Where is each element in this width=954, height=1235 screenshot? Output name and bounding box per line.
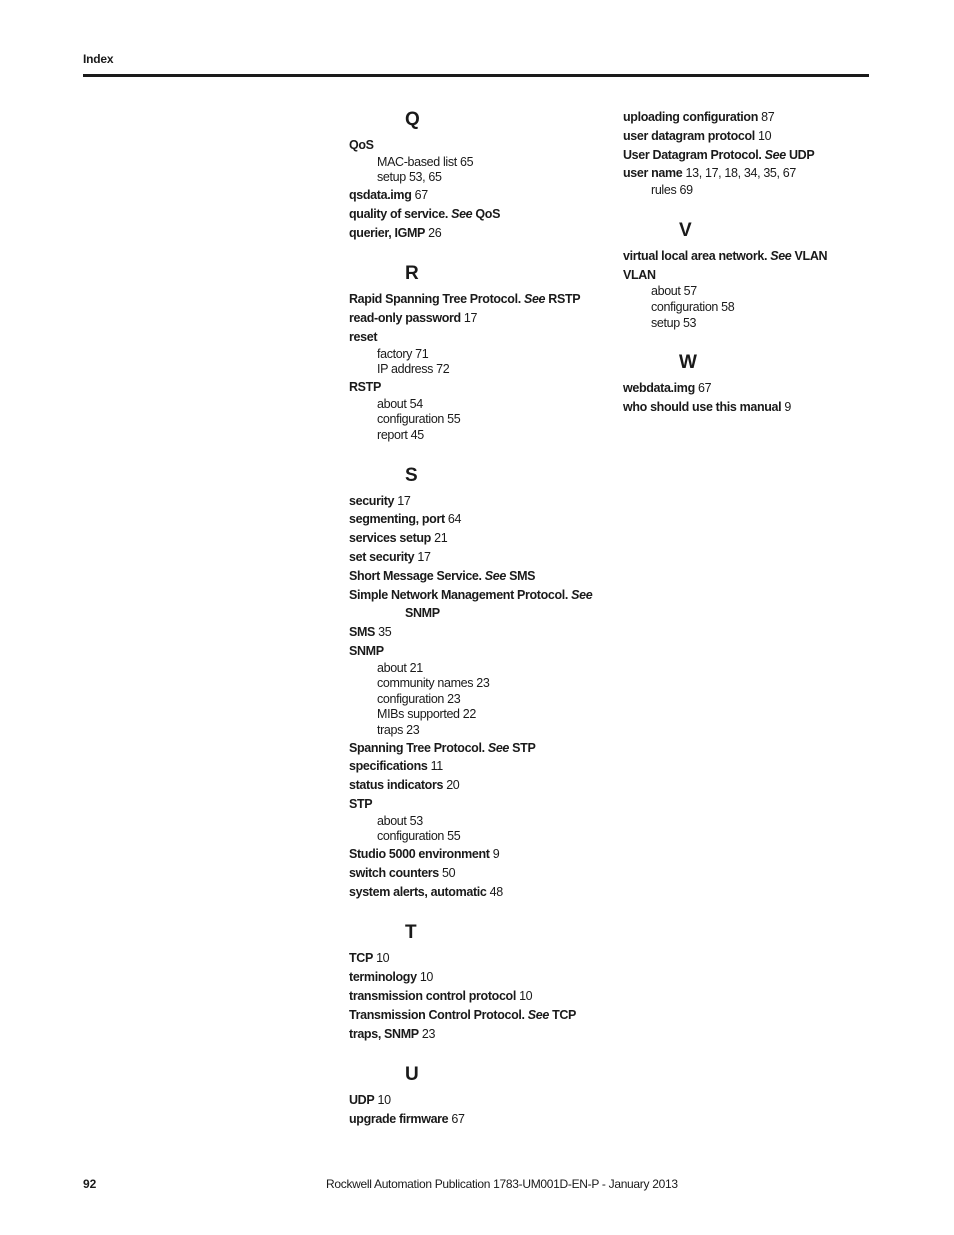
entry-pages: 17 [463,311,478,326]
section-letter: U [405,1064,419,1086]
entry-term: traps, SNMP [349,1026,419,1041]
index-entry [349,290,599,309]
index-entry [349,864,599,883]
entry-term: virtual local area network. [623,248,768,263]
entry-pages: 21 [434,531,448,546]
publication-info: Rockwell Automation Publication 1783-UM001D-EN-P - January 2013 [326,1177,678,1191]
entry-term: switch counters [349,865,439,880]
entry-term: quality of service. [349,206,448,221]
see-label: See [487,740,510,755]
index-entry [349,776,599,795]
index-entry [623,127,873,146]
index-entry [349,492,599,511]
entry-term: VLAN [623,267,656,282]
index-section [349,464,599,902]
entry-term: Studio 5000 environment [349,847,490,862]
index-section [623,108,873,199]
entry-term: webdata.img [623,381,695,396]
entry-pages: 11 [430,759,443,774]
index-entry [623,164,873,183]
see-target: TCP [552,1007,577,1022]
index-entry [349,795,599,814]
subentry: setup 53 [651,315,697,330]
index-entry [349,883,599,902]
subentry: community names 23 [377,676,490,691]
subentry-list [349,397,599,444]
index-entry [349,224,599,243]
entry-pages: 9 [784,399,792,414]
running-header: Index [83,52,114,66]
subentry: configuration 58 [651,299,735,314]
subentry: rules 69 [651,183,693,198]
entry-term: qsdata.img [349,187,412,202]
see-label: See [764,147,786,162]
entry-term: system alerts, automatic [349,884,487,899]
entry-term: upgrade firmware [349,1112,449,1127]
subentry: configuration 23 [377,691,461,706]
entry-pages: 67 [414,187,428,202]
entry-term: uploading configuration [623,110,758,124]
see-target: SNMP [405,606,440,621]
subentry: MIBs supported 22 [377,707,476,722]
index-entry [349,378,599,397]
entry-pages: 64 [447,512,462,527]
index-entry [349,845,599,864]
subentry-list [349,814,599,845]
index-entry [349,586,599,624]
entry-term: terminology [349,970,417,985]
entry-pages: 87 [761,110,775,124]
entry-term: QoS [349,138,374,152]
entry-term: user datagram protocol [623,128,755,143]
see-target: SMS [509,568,536,583]
index-entry [623,398,873,417]
subentry: configuration 55 [377,412,461,427]
index-entry [349,510,599,529]
entry-term: STP [349,797,373,812]
entry-term: read-only password [349,311,461,326]
entry-term: transmission control protocol [349,989,516,1004]
entry-term: Simple Network Management Protocol. [349,587,569,602]
index-column-left [349,108,599,1149]
see-label: See [770,248,792,263]
entry-term: Transmission Control Protocol. [349,1007,525,1022]
entry-term: TCP [349,951,373,966]
entry-term: segmenting, port [349,512,445,527]
section-letter: S [405,464,418,486]
entry-pages: 13, 17, 18, 34, 35, 67 [685,166,796,181]
index-entry [623,266,873,285]
subentry: MAC-based list 65 [377,154,474,169]
entry-pages: 10 [419,970,434,985]
entry-pages: 10 [758,128,772,143]
see-label: See [484,568,506,583]
section-letter: V [679,219,692,241]
index-entry [349,1006,599,1025]
index-entry [349,186,599,205]
index-entry [623,146,873,165]
see-target: QoS [475,206,501,221]
subentry-list [623,183,873,199]
index-entry [349,1025,599,1044]
subentry: traps 23 [377,723,420,738]
subentry: about 21 [377,660,423,675]
index-column-right [623,108,873,437]
entry-term: UDP [349,1093,375,1108]
see-label: See [523,292,546,307]
index-entry [349,309,599,328]
entry-term: querier, IGMP [349,225,426,240]
index-entry [623,247,873,266]
entry-term: user name [623,166,683,181]
entry-pages: 67 [697,381,712,396]
index-section [349,1063,599,1129]
section-letter: W [679,352,697,374]
subentry-list [349,661,599,739]
index-entry [349,968,599,987]
entry-term: User Datagram Protocol. [623,147,762,162]
index-entry [349,136,599,155]
section-letter: Q [405,109,420,130]
index-entry [349,1110,599,1129]
entry-term: SNMP [349,643,384,658]
subentry-list [623,284,873,331]
entry-pages: 17 [417,549,431,564]
subentry: about 53 [377,813,423,828]
entry-term: Short Message Service. [349,568,482,583]
entry-pages: 10 [376,951,390,966]
entry-term: set security [349,549,415,564]
entry-pages: 35 [378,625,392,640]
index-entry [349,548,599,567]
see-target: STP [512,740,536,755]
entry-pages: 48 [489,884,503,899]
index-entry [349,642,599,661]
entry-term: security [349,493,395,508]
entry-term: Rapid Spanning Tree Protocol. [349,292,521,307]
entry-term: reset [349,329,378,344]
subentry: about 54 [377,396,423,411]
index-entry [349,757,599,776]
entry-term: SMS [349,625,376,640]
index-entry [349,949,599,968]
index-section [349,921,599,1043]
index-section [349,262,599,443]
entry-pages: 67 [451,1112,465,1127]
index-entry [623,108,873,127]
page-number: 92 [83,1177,97,1191]
index-section [623,351,873,417]
entry-pages: 10 [377,1093,391,1108]
entry-pages: 9 [492,847,500,862]
index-section [349,108,599,242]
see-target: UDP [788,147,815,162]
index-section [623,219,873,331]
section-letter: R [405,263,419,285]
subentry: about 57 [651,284,697,299]
entry-pages: 26 [428,225,442,240]
index-entry [623,379,873,398]
entry-term: Spanning Tree Protocol. [349,740,485,755]
index-entry [349,328,599,347]
subentry-list [349,347,599,378]
index-entry [349,739,599,758]
entry-term: services setup [349,531,431,546]
entry-pages: 10 [519,989,533,1004]
entry-term: RSTP [349,379,381,394]
entry-pages: 20 [446,778,460,793]
subentry: configuration 55 [377,829,461,844]
index-entry [349,1091,599,1110]
subentry: IP address 72 [377,362,450,377]
subentry: setup 53, 65 [377,170,442,185]
see-target: VLAN [794,248,828,263]
see-target: RSTP [548,292,581,307]
see-label: See [527,1007,549,1022]
subentry: factory 71 [377,346,429,361]
index-entry [349,529,599,548]
subentry: report 45 [377,427,424,442]
subentry-list [349,155,599,186]
section-letter: T [405,922,417,944]
index-entry [349,567,599,586]
index-entry [349,205,599,224]
entry-pages: 17 [397,493,411,508]
entry-term: status indicators [349,778,444,793]
index-entry [349,623,599,642]
see-label: See [571,587,593,602]
header-rule [83,74,869,77]
entry-pages: 50 [442,865,456,880]
entry-term: specifications [349,759,428,774]
see-label: See [451,206,473,221]
index-entry [349,987,599,1006]
entry-pages: 23 [421,1026,436,1041]
entry-term: who should use this manual [623,399,782,414]
